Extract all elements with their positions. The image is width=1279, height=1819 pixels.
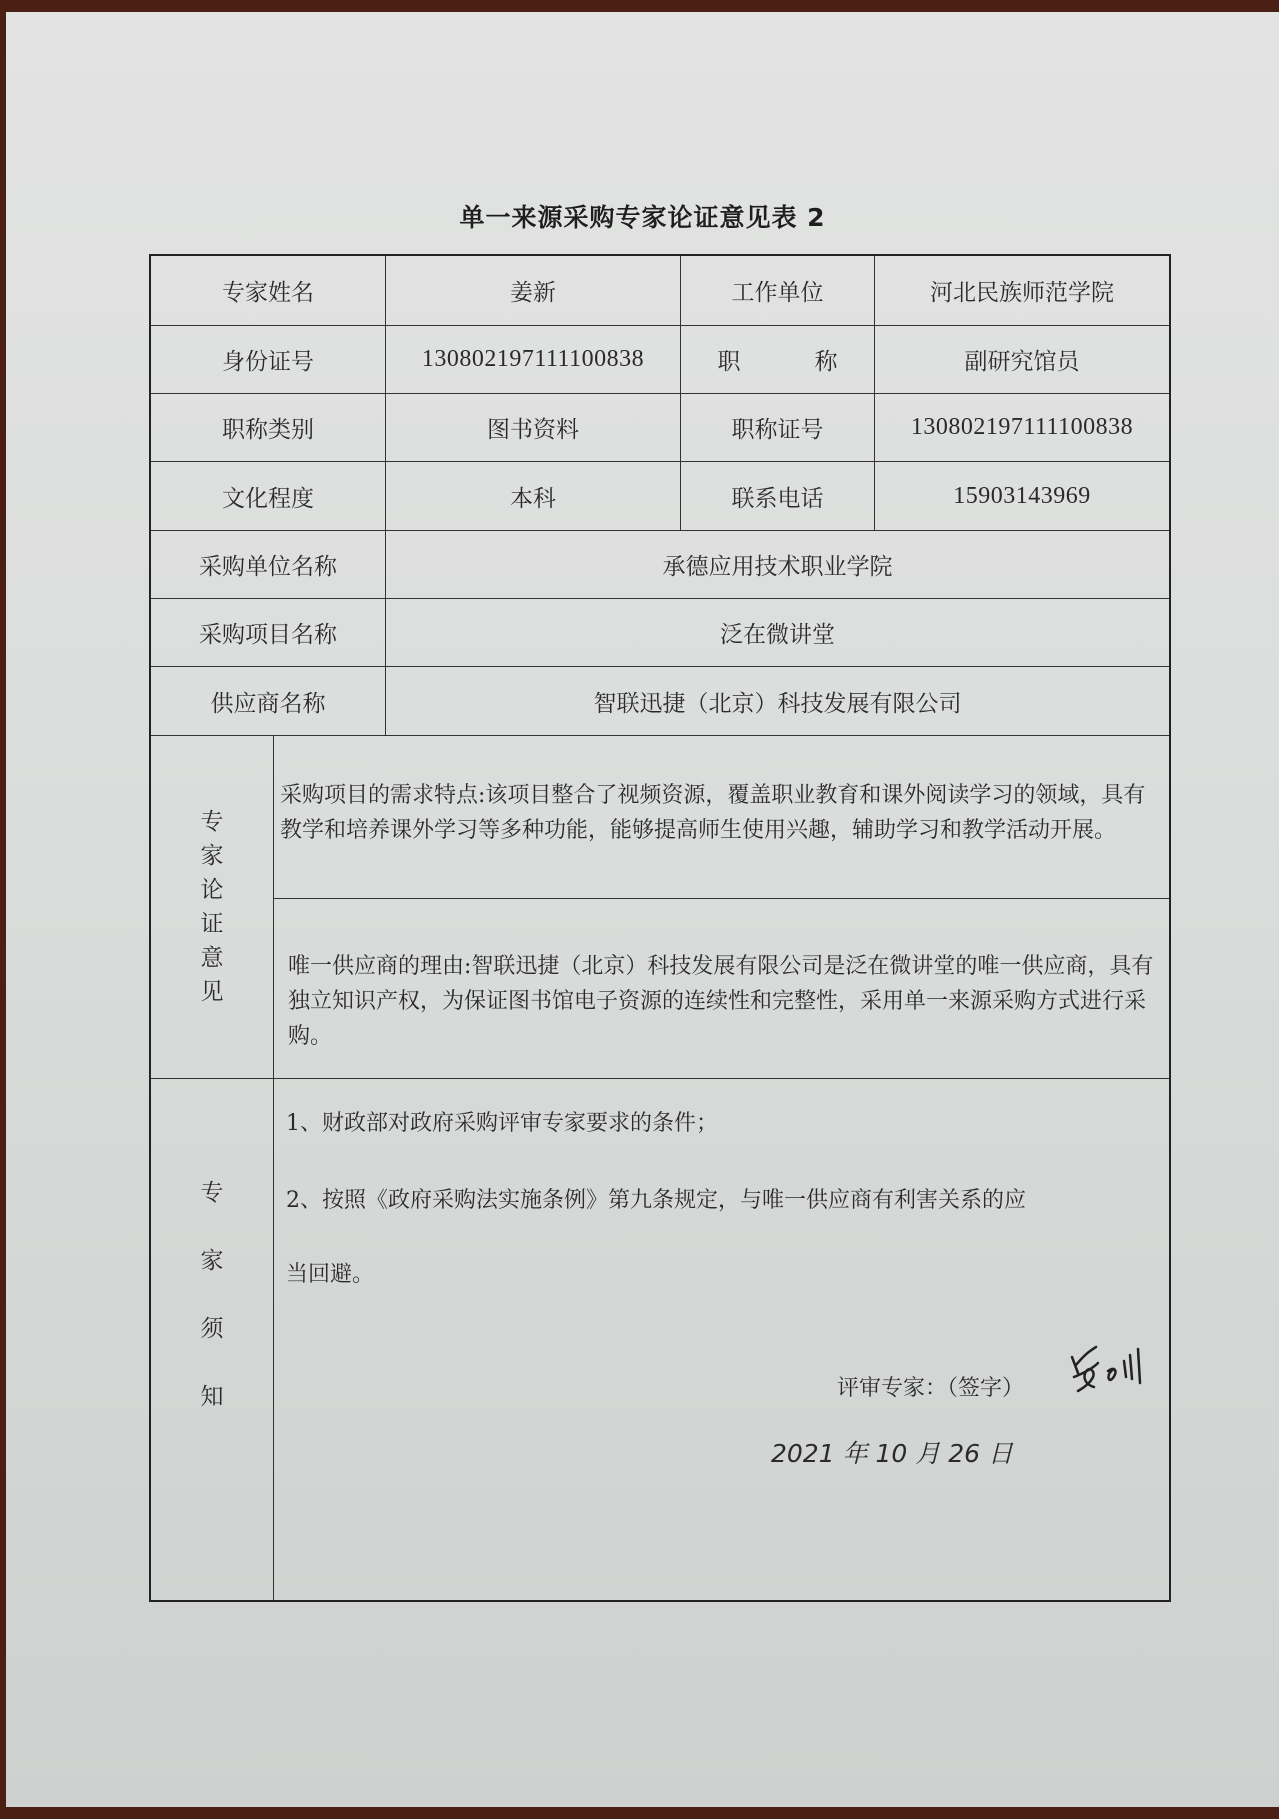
label-supplier-name: 供应商名称 — [151, 667, 386, 735]
notice-item-2-line-1: 2、按照《政府采购法实施条例》第九条规定，与唯一供应商有利害关系的应 — [286, 1188, 1026, 1213]
label-expert-name: 专家姓名 — [151, 256, 386, 325]
value-work-unit: 河北民族师范学院 — [930, 280, 1114, 306]
value-education: 本科 — [386, 462, 681, 530]
label-char: 论 — [200, 877, 224, 903]
label-procurement-unit: 采购单位名称 — [151, 531, 386, 598]
label-char: 证 — [200, 911, 224, 937]
value-id-number: 130802197111100838 — [386, 326, 681, 393]
signature-date: 2021 年 10 月 26 日 — [771, 1439, 1013, 1468]
label-char: 家 — [200, 1248, 224, 1274]
label-title-char-2: 称 — [814, 349, 838, 375]
value-procurement-unit: 承德应用技术职业学院 — [662, 554, 893, 580]
value-title-category: 图书资料 — [386, 394, 681, 461]
opinion-form-table — [149, 254, 1171, 1602]
label-char: 见 — [200, 979, 224, 1005]
table-row-education — [151, 462, 1169, 531]
table-row-project-name — [151, 599, 1169, 667]
label-char: 专 — [200, 809, 224, 835]
document-title: 单一来源采购专家论证意见表 2 — [459, 203, 826, 232]
label-char: 家 — [200, 843, 224, 869]
label-education: 文化程度 — [151, 462, 386, 530]
label-char: 须 — [200, 1316, 224, 1342]
label-char: 意 — [200, 945, 224, 971]
value-phone: 15903143969 — [953, 482, 1091, 509]
value-title-cert-number: 130802197111100838 — [910, 414, 1134, 440]
value-title: 副研究馆员 — [964, 349, 1080, 375]
table-row-id-number — [151, 326, 1169, 394]
table-row-supplier-name — [151, 667, 1169, 736]
sole-supplier-reason-text: 唯一供应商的理由:智联迅捷（北京）科技发展有限公司是泛在微讲堂的唯一供应商，具有独立知识产权，为保证图书馆电子资源的连续性和完整性，采用单一来源采购方式进行采购。 — [288, 954, 1154, 1049]
expert-notice-section — [151, 1079, 1169, 1600]
table-row-expert-name — [151, 256, 1169, 326]
label-title-category: 职称类别 — [151, 394, 386, 461]
label-work-unit: 工作单位 — [681, 256, 875, 325]
value-project-name: 泛在微讲堂 — [720, 622, 835, 648]
table-row-title-category — [151, 394, 1169, 462]
label-title — [681, 326, 875, 393]
value-expert-name: 姜新 — [386, 256, 681, 325]
handwritten-signature-icon — [1068, 1343, 1158, 1403]
label-id-number: 身份证号 — [151, 326, 386, 393]
label-title-char-1: 职 — [717, 349, 741, 375]
label-project-name: 采购项目名称 — [151, 599, 386, 666]
signature-label: 评审专家：（签字） — [837, 1376, 1025, 1401]
label-phone: 联系电话 — [681, 462, 875, 530]
value-supplier-name: 智联迅捷（北京）科技发展有限公司 — [593, 690, 962, 717]
label-char: 专 — [200, 1180, 224, 1206]
notice-item-2-line-2: 当回避。 — [286, 1262, 375, 1287]
label-char: 知 — [200, 1384, 224, 1410]
notice-item-1: 1、财政部对政府采购评审专家要求的条件； — [286, 1111, 718, 1136]
label-title-cert-number: 职称证号 — [681, 394, 875, 461]
demand-features-text: 采购项目的需求特点:该项目整合了视频资源，覆盖职业教育和课外阅读学习的领域，具有教学和培养课外学习等多种功能，能够提高师生使用兴趣，辅助学习和教学活动开展。 — [274, 736, 1169, 899]
expert-opinion-section — [151, 736, 1169, 1079]
document-page — [6, 12, 1279, 1807]
expert-opinion-label — [151, 736, 274, 1078]
table-row-procurement-unit — [151, 531, 1169, 599]
expert-notice-label — [151, 1079, 274, 1600]
